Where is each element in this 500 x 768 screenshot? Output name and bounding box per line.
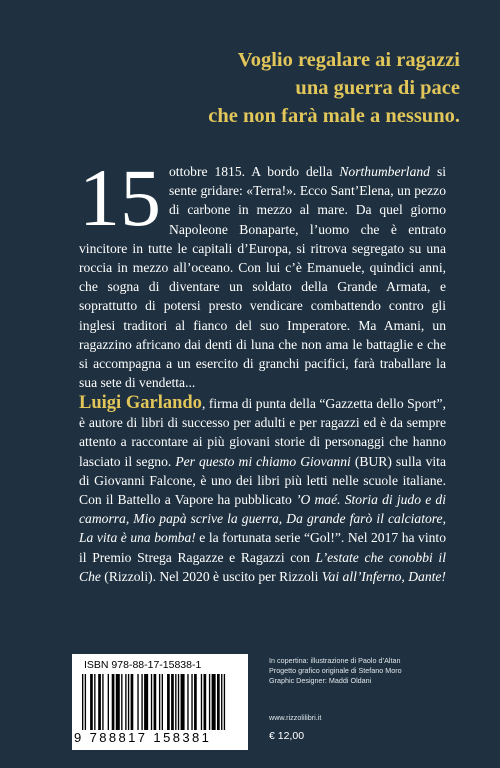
synopsis-text (79, 152, 447, 392)
barcode-box (72, 654, 248, 750)
bio-part: (BUR) sulla vita di Giovanni Falcone, è uno dei libri più letti nelle scuole italiane. Con il Battello a Vapore ha pubblicato (79, 453, 446, 508)
barcode-bar (171, 674, 174, 730)
barcode-bar (187, 674, 188, 730)
synopsis-part: ottobre 1815. A bordo della (169, 164, 340, 179)
barcode-bar (224, 674, 225, 730)
barcode-bar (162, 674, 163, 730)
barcode-bar (159, 674, 160, 730)
ship-name: Northumberland (339, 164, 430, 179)
barcode-bar (108, 674, 109, 730)
credit-line: Graphic Designer: Maddi Oldani (269, 676, 372, 685)
barcode-bar (121, 674, 122, 730)
barcode-bar (221, 674, 222, 730)
synopsis-part: si sente gridare: «Terra!». Ecco Sant’Elena, un pezzo di carbone in mezzo al mare. Da quel giorno Napoleone Bonaparte, l’uomo che è entrato vincitore in tutte le capitali d’Europa, si ritrova segregato su una roccia in mezzo all’oceano. Con lui c’è Emanuele, quindici anni, che sogna di diventare un soldato della Grande Armata, e soprattutto di potersi presto vendicare combattendo contro gli inglesi traditori al fianco del suo Imperatore. Ma Amani, un ragazzino africano dai denti di luna che non ama le battaglie e che si accompagna a un esercito di granchi pacifici, farà traballare la sua sete di vendetta... (79, 164, 447, 391)
barcode-bar (217, 674, 220, 730)
cover-credits (269, 656, 402, 686)
barcode-bar (85, 674, 86, 730)
author-name: Luigi Garlando (79, 393, 202, 413)
drop-cap: 15 (79, 152, 161, 243)
barcode-digits: 9 788817 158381 (74, 730, 212, 745)
barcode-bar (102, 674, 103, 730)
bio-part: (Rizzoli). Nel 2020 è uscito per Rizzoli (100, 568, 322, 584)
barcode-bar (154, 674, 157, 730)
barcode-bar (90, 674, 93, 730)
barcode-bar (128, 674, 129, 730)
barcode-bar (116, 674, 120, 730)
isbn-label: ISBN 978-88-17-15838-1 (84, 659, 202, 671)
barcode-bar (201, 674, 202, 730)
back-cover-quote (60, 46, 460, 130)
barcode-bar (167, 674, 170, 730)
barcode-bar (151, 674, 152, 730)
book-title: ’O maé. Storia di judo e di camorra, Mio papà scrive la guerra, Da grande farò il calciatore, La vita è una bomba! (79, 492, 446, 546)
credit-line: In copertina: illustrazione di Paolo d’Altan (269, 656, 401, 665)
barcode-bar (98, 674, 101, 730)
publisher-website: www.rizzolilibri.it (269, 713, 322, 722)
book-title: Per questo mi chiamo Giovanni (175, 453, 351, 469)
barcode-bar (209, 674, 210, 730)
barcode-bar (82, 674, 83, 730)
barcode-bar (144, 674, 148, 730)
price-label: € 12,00 (269, 730, 305, 742)
barcode-bar (181, 674, 185, 730)
barcode-bar (125, 674, 126, 730)
barcode-bar (194, 674, 197, 730)
barcode-bar (112, 674, 115, 730)
barcode-bar (204, 674, 207, 730)
credit-line: Progetto grafico originale di Stefano Moro (269, 666, 402, 675)
author-bio (79, 394, 446, 586)
barcode-bar (141, 674, 142, 730)
book-title: L’estate che conobbi il Che (79, 549, 446, 584)
bio-part: e la fortunata serie “Gol!”. Nel 2017 ha vinto il Premio Strega Ragazze e Ragazzi con (79, 530, 446, 565)
barcode-bar (178, 674, 179, 730)
quote-line: Voglio regalare ai ragazzi (237, 49, 460, 71)
barcode-bar (175, 674, 176, 730)
quote-line: una guerra di pace (295, 77, 460, 99)
barcode-bar (94, 674, 95, 730)
barcode-bar (131, 674, 134, 730)
bio-part: , firma di punta della “Gazzetta dello Sport”, è autore di libri di successo per adulti e per ragazzi ed è da sempre attento a raccontare ai più giovani storie di personaggi che hanno lasciato il segno. (79, 396, 446, 469)
barcode-icon (82, 674, 238, 730)
book-title: Vai all’Inferno, Dante! (321, 568, 446, 584)
barcode-bar (137, 674, 138, 730)
quote-line: che non farà male a nessuno. (208, 105, 460, 127)
barcode-bar (212, 674, 216, 730)
barcode-bar (191, 674, 192, 730)
